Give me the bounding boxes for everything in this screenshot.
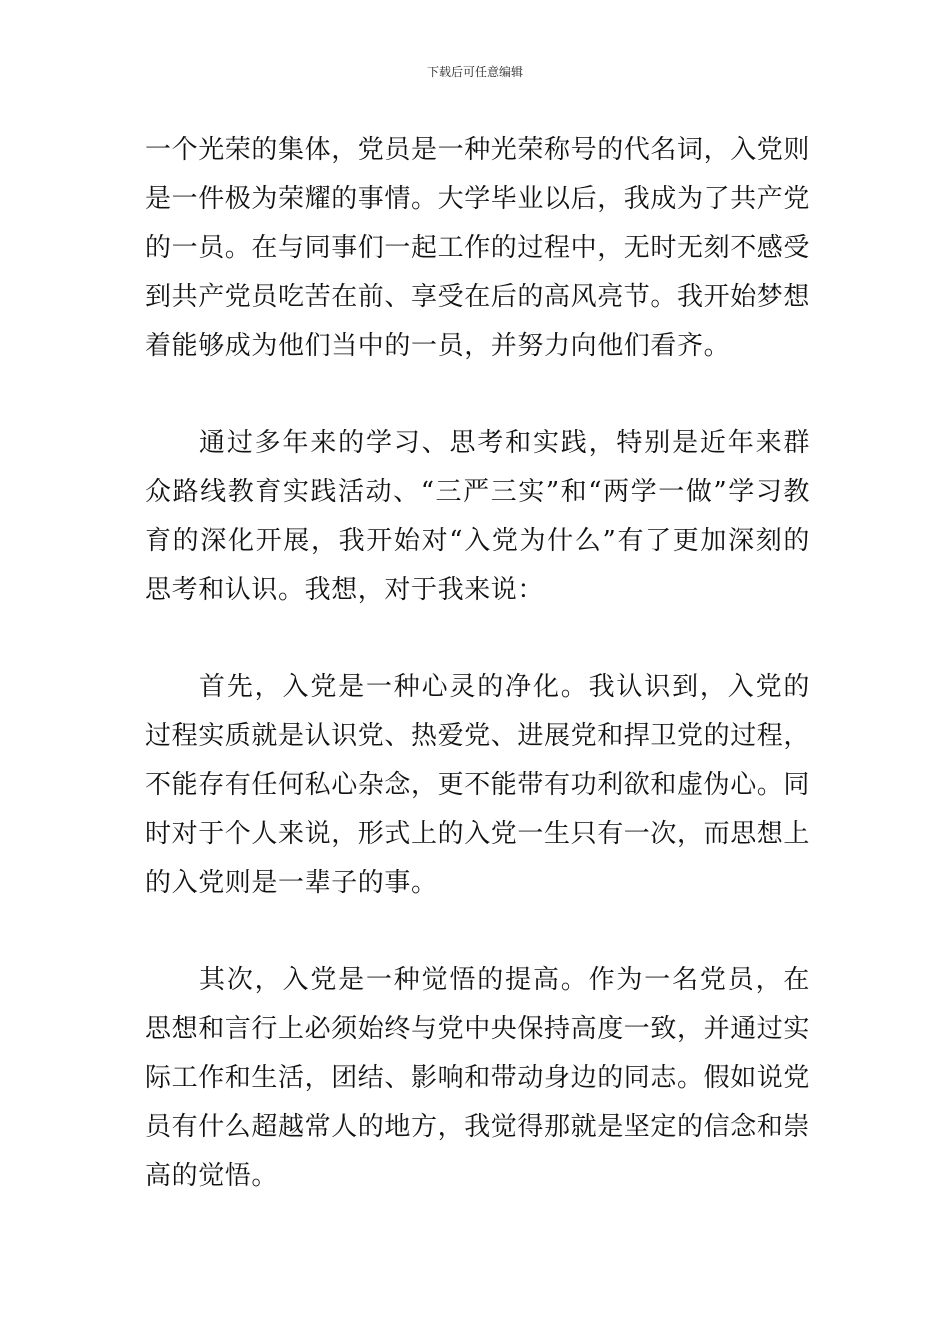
paragraph-3: 首先，入党是一种心灵的净化。我认识到，入党的过程实质就是认识党、热爱党、进展党和捍卫党的过程，不能存有任何私心杂念，更不能带有功利欲和虚伪心。同时对于个人来说，形式上的入党一生只有一次，而思想上的入党则是一辈子的事。 xyxy=(145,672,811,898)
paragraph-4: 其次，入党是一种觉悟的提高。作为一名党员，在思想和言行上必须始终与党中央保持高度一致，并通过实际工作和生活，团结、影响和带动身边的同志。假如说党员有什么超越常人的地方，我觉得那就是坚定的信念和崇高的觉悟。 xyxy=(145,965,811,1191)
document-body xyxy=(145,126,810,1201)
page-header: 下载后可任意编辑 xyxy=(426,65,523,79)
paragraph-2: 通过多年来的学习、思考和实践，特别是近年来群众路线教育实践活动、“三严三实”和“两学一做”学习教育的深化开展，我开始对“入党为什么”有了更加深刻的思考和认识。我想，对于我来说： xyxy=(145,428,810,605)
paragraph-1: 一个光荣的集体，党员是一种光荣称号的代名词，入党则是一件极为荣耀的事情。大学毕业以后，我成为了共产党的一员。在与同事们一起工作的过程中，无时无刻不感受到共产党员吃苦在前、享受在后的高风亮节。我开始梦想着能够成为他们当中的一员，并努力向他们看齐。 xyxy=(145,135,811,361)
